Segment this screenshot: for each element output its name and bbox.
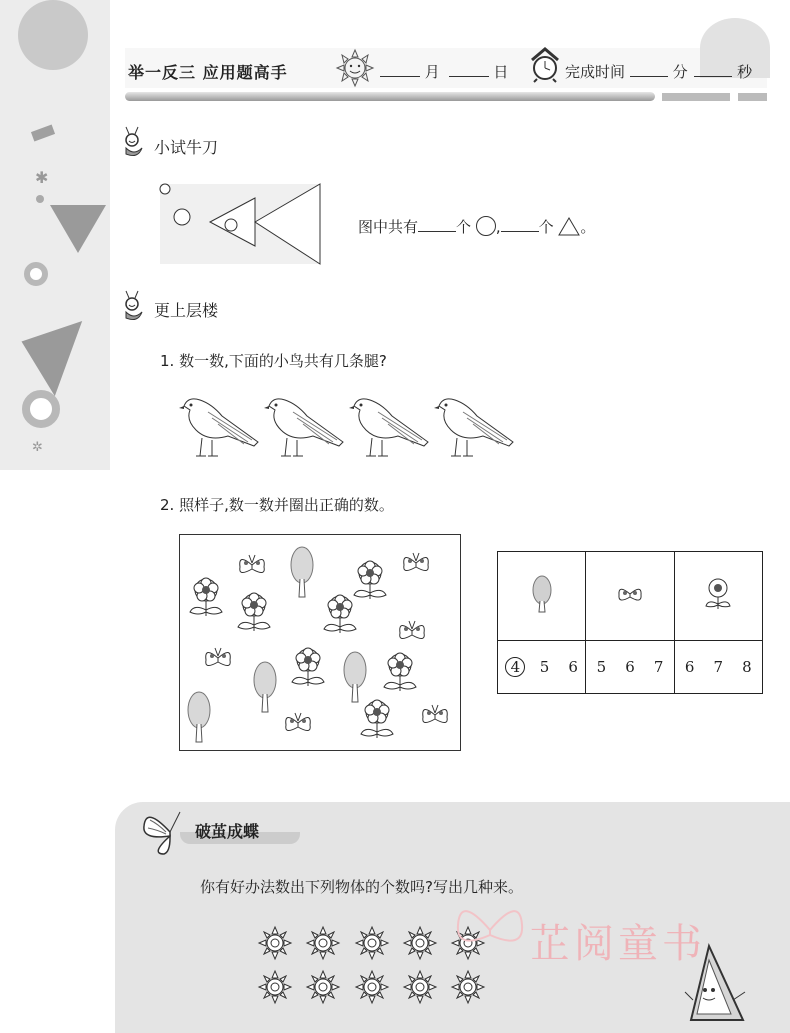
decor-ring-large (22, 390, 60, 428)
day-blank[interactable] (449, 76, 489, 77)
decor-sparkle-2: ✲ (32, 440, 43, 455)
flower-icon (190, 578, 222, 616)
flower-icon (292, 648, 324, 686)
flower-icon (703, 576, 733, 612)
option[interactable]: 6 (568, 658, 578, 676)
time-line (565, 61, 752, 82)
header-title: 举一反三 应用题高手 (128, 63, 288, 82)
header-bar-segment (662, 93, 730, 101)
flower-options-cell (674, 641, 762, 694)
butterfly-icon (286, 713, 311, 731)
watermark-text: 芷阅童书 (530, 921, 706, 967)
option[interactable]: 5 (539, 658, 550, 676)
worm-icon (120, 290, 148, 326)
option-circled[interactable]: 4 (505, 657, 525, 677)
table-row (498, 641, 763, 694)
date-line (380, 61, 508, 82)
question-prefix: 图中共有 (358, 218, 419, 236)
question-1: 1. 数一数,下面的小鸟共有几条腿? (160, 352, 387, 370)
minutes-label: 分 (672, 63, 688, 81)
picture-box (179, 534, 461, 751)
flower-icon (384, 653, 416, 691)
section-title-gengshang: 更上层楼 (154, 301, 219, 320)
butterfly-sample-cell (586, 552, 674, 641)
decor-circle (18, 0, 88, 70)
sun-icon (259, 971, 291, 1003)
triangle-character-icon (683, 940, 753, 1030)
decor-ring (24, 262, 48, 286)
tree-options-cell (498, 641, 586, 694)
worm-icon (120, 126, 148, 160)
option[interactable]: 5 (596, 658, 607, 676)
tree-icon (344, 652, 366, 702)
section-title-xiaoshi: 小试牛刀 (154, 138, 219, 157)
birds-row (178, 392, 518, 462)
sun-icon (307, 927, 339, 959)
period: 。 (580, 218, 596, 236)
bird-icon (178, 392, 262, 462)
butterfly-icon (206, 648, 231, 666)
sun-icon (307, 971, 339, 1003)
clock-icon (528, 46, 562, 84)
butterfly-icon (404, 553, 429, 571)
triangle-shape-icon (558, 216, 580, 236)
sun-icon (333, 48, 377, 88)
day-label: 日 (493, 63, 509, 81)
seconds-label: 秒 (737, 63, 753, 81)
tree-icon (188, 692, 210, 742)
circle-count-blank[interactable] (418, 231, 456, 232)
tree-icon (254, 662, 276, 712)
tree-sample-cell (498, 552, 586, 641)
flower-icon (238, 593, 270, 631)
completion-time-label: 完成时间 (565, 63, 626, 81)
question-2: 2. 照样子,数一数并圈出正确的数。 (160, 496, 394, 514)
flower-sample-cell (674, 552, 762, 641)
section3-question: 你有好办法数出下列物体的个数吗?写出几种来。 (200, 878, 523, 896)
sun-icon (356, 927, 388, 959)
option[interactable]: 7 (653, 658, 664, 676)
butterfly-icon (400, 621, 425, 639)
header-bar (125, 92, 655, 101)
option[interactable]: 6 (684, 658, 695, 676)
bird-icon (348, 392, 432, 462)
minutes-blank[interactable] (630, 76, 668, 77)
watermark-butterfly-icon (450, 890, 530, 970)
butterfly-icon (240, 555, 265, 573)
decor-dot (36, 195, 44, 203)
option[interactable]: 7 (713, 658, 724, 676)
sun-icon (356, 971, 388, 1003)
option[interactable]: 8 (742, 658, 752, 676)
sun-icon (404, 927, 436, 959)
sun-icon (452, 971, 484, 1003)
sun-icon (259, 927, 291, 959)
butterfly-icon (140, 806, 200, 856)
triangle-count-blank[interactable] (501, 231, 539, 232)
header-bar-segment (738, 93, 767, 101)
flower-icon (354, 561, 386, 599)
tree-icon (527, 574, 557, 614)
table-row (498, 552, 763, 641)
tree-icon (291, 547, 313, 597)
flower-icon (361, 700, 393, 738)
butterfly-icon (615, 579, 645, 609)
circle-shape-icon (476, 216, 496, 236)
bird-icon (263, 392, 347, 462)
sun-icon (404, 971, 436, 1003)
section1-question (358, 216, 595, 237)
decor-triangle (50, 205, 106, 253)
decor-sparkle: ✱ (35, 168, 49, 187)
month-label: 月 (424, 63, 440, 81)
option[interactable]: 6 (625, 658, 635, 676)
bird-icon (433, 392, 517, 462)
unit-label: 个 (538, 218, 554, 236)
flower-icon (324, 595, 356, 633)
month-blank[interactable] (380, 76, 420, 77)
fish-shapes-figure (155, 180, 325, 270)
butterfly-icon (423, 705, 448, 723)
unit-label: 个 (456, 218, 472, 236)
seconds-blank[interactable] (694, 76, 732, 77)
section-title-pojian: 破茧成蝶 (195, 822, 260, 841)
picture-scene (180, 535, 460, 750)
count-table (497, 551, 763, 694)
separator: , (495, 218, 501, 236)
butterfly-options-cell (586, 641, 674, 694)
